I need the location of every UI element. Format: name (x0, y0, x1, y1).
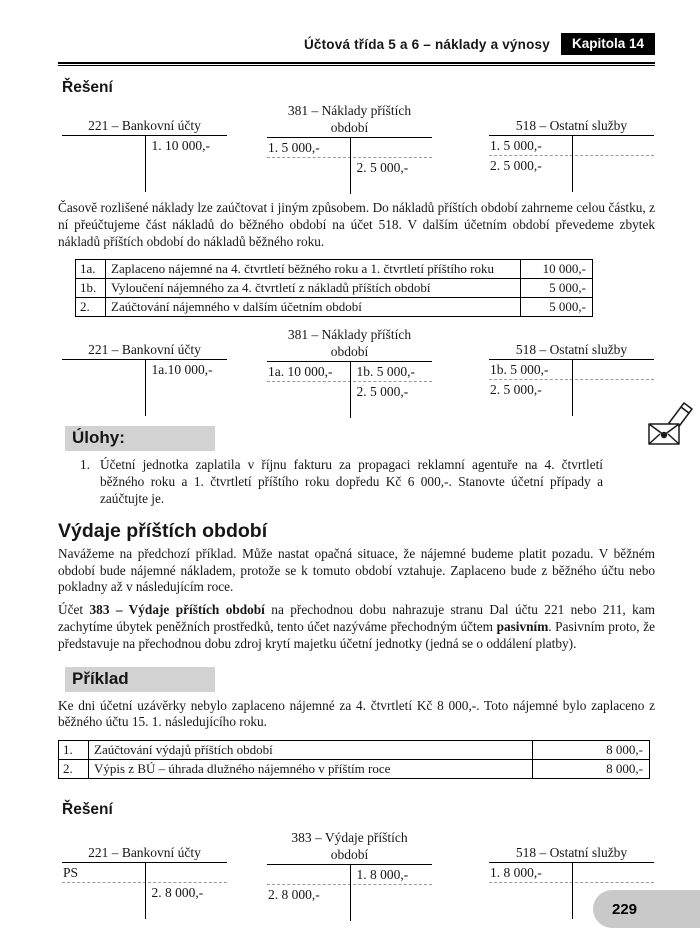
plain-text: na přechodnou dobu nahrazuje stranu Dal účtu 221 nebo 211, kam zachytíme úbytek peněžních prostředků, tento účet nazýváme přechodným účtem (58, 602, 655, 634)
credit-cell: 1a.10 000,- (151, 362, 213, 378)
page-header (0, 0, 700, 66)
credit-cell: 1. 10 000,- (151, 138, 210, 153)
t-account-divider (572, 360, 574, 416)
journal-row (76, 298, 593, 317)
bold-text: pasivním (496, 618, 549, 634)
t-account-title (489, 102, 654, 136)
t-account (62, 102, 227, 194)
t-account-body (489, 360, 654, 416)
row-number-cell: 2. (59, 760, 89, 779)
t-account (267, 102, 432, 194)
section-heading-vydaje: Výdaje příštích období (58, 519, 268, 542)
t-account (489, 102, 654, 194)
credit-cell (572, 136, 655, 155)
debit-cell (267, 865, 350, 884)
header-rule-thick (58, 62, 655, 64)
debit-cell: PS (63, 865, 79, 881)
journal-row (76, 279, 593, 298)
page-number-badge (593, 890, 700, 928)
t-account-title-line: 381 – Náklady příštích (287, 103, 412, 118)
paragraph-navazeme: Navážeme na předchozí příklad. Může nastat opačná situace, že nájemné budeme platit pozadu. V běžném období bude nájemné nákladem, protože se k tomuto období vztahuje. Zaplaceno bude z běžného účtu nebo pokladny až v následujícím roce. (58, 545, 655, 595)
credit-cell (350, 885, 433, 905)
row-number-cell: 1. (59, 741, 89, 760)
credit-cell: 1. 8 000,- (356, 867, 409, 883)
credit-cell (572, 360, 655, 379)
t-account-body (267, 138, 432, 194)
row-number-cell: 1a. (76, 260, 106, 279)
t-account-divider (145, 136, 147, 192)
journal-row (76, 260, 593, 279)
t-account (62, 829, 227, 921)
t-account-title-line: 518 – Ostatní služby (515, 342, 628, 358)
t-account-title-line: 518 – Ostatní služby (515, 845, 628, 861)
row-number-cell: 1b. (76, 279, 106, 298)
debit-cell: 2. 8 000,- (268, 887, 320, 903)
debit-cell (62, 883, 145, 903)
page-content (0, 79, 700, 921)
credit-cell (572, 156, 655, 176)
paragraph-priklad-text: Ke dni účetní uzávěrky nebylo zaplaceno nájemné za 4. čtvrtletí Kč 8 000,-. Toto nájemné bylo zaplaceno z běžného účtu 15. 1. následujícího roku. (58, 697, 655, 730)
amount-cell: 5 000,- (521, 279, 593, 298)
amount-cell: 5 000,- (521, 298, 593, 317)
pencil-envelope-icon (646, 399, 694, 449)
t-account-body (62, 136, 227, 192)
t-account-title-line: období (330, 847, 369, 863)
running-head (58, 33, 655, 55)
credit-cell: 2. 5 000,- (356, 384, 409, 400)
t-account (489, 326, 654, 418)
paragraph-ucet-383 (58, 602, 655, 652)
chapter-badge: Kapitola 14 (561, 33, 655, 55)
t-account-title (489, 829, 654, 863)
t-account-title (62, 829, 227, 863)
credit-cell (145, 863, 228, 882)
page-number: 229 (611, 900, 638, 918)
section-heading-ulohy: Úlohy: (65, 426, 215, 451)
t-account-divider (145, 360, 147, 416)
t-account-body (62, 360, 227, 416)
section-heading-reseni-2: Řešení (62, 801, 113, 819)
debit-cell: 1. 5 000,- (490, 138, 542, 153)
t-account-body (62, 863, 227, 919)
section-heading-reseni-1: Řešení (62, 79, 113, 96)
t-account-title-line: 221 – Bankovní účty (88, 342, 201, 358)
t-account-divider (350, 362, 352, 418)
t-account-body (267, 865, 432, 921)
task-text: Účetní jednotka zaplatila v říjnu fakturu za propagaci reklamní agentuře na 4. čtvrtletí běžného roku a 1. čtvrtletí příštího roku dopředu Kč 6 000,-. Stanovte účetní případy a zaúčtujte je. (100, 457, 603, 506)
description-cell: Vyloučení nájemného za 4. čtvrtletí z nákladů příštích období (106, 279, 521, 298)
t-account-divider (572, 136, 574, 192)
t-account-body (267, 362, 432, 418)
plain-text: . Pasivním proto, že představuje na přechodnou dobu zdroj krytí majetku účetní jednotky (jedná se o oddálení platby). (58, 618, 655, 651)
t-account-title (267, 326, 432, 362)
t-account-divider (145, 863, 147, 919)
t-account-title-line: 221 – Bankovní účty (88, 845, 201, 861)
debit-cell (267, 158, 350, 178)
description-cell: Zaúčtování výdajů příštích období (89, 741, 533, 760)
paragraph-timing-costs: Časově rozlišené náklady lze zaúčtovat i jiným způsobem. Do nákladů příštích období zahrneme celou částku, z ní přeúčtujeme část nákladů do běžného období na účet 518. V dalším účetním období převedeme zbytek nákladů příštích období do nákladů běžného roku. (58, 200, 655, 249)
description-cell: Zaúčtování nájemného v dalším účetním období (106, 298, 521, 317)
chapter-title: Účtová třída 5 a 6 – náklady a výnosy (303, 36, 550, 52)
t-account-title-line: 383 – Výdaje příštích (291, 830, 408, 846)
credit-cell (572, 380, 655, 400)
t-account-title-line: období (330, 120, 369, 135)
debit-cell: 1a. 10 000,- (268, 364, 333, 380)
t-account-title (62, 326, 227, 360)
task-number: 1. (80, 457, 90, 473)
plain-text: Účet (58, 602, 90, 618)
t-account-divider (350, 865, 352, 921)
description-cell: Zaplaceno nájemné na 4. čtvrtletí běžného roku a 1. čtvrtletí příštího roku (106, 260, 521, 279)
t-account (267, 326, 432, 418)
credit-cell: 1b. 5 000,- (356, 364, 415, 380)
t-account (267, 829, 432, 921)
t-account-title-line: 518 – Ostatní služby (515, 118, 628, 133)
t-account-body (489, 136, 654, 192)
journal-row (59, 760, 650, 779)
row-number-cell: 2. (76, 298, 106, 317)
debit-cell (62, 136, 145, 156)
t-account-title-line: období (330, 344, 369, 360)
t-account (62, 326, 227, 418)
credit-cell: 2. 8 000,- (151, 885, 204, 901)
amount-cell: 10 000,- (521, 260, 593, 279)
debit-cell: 2. 5 000,- (490, 382, 542, 398)
taccount-group-2 (58, 326, 655, 418)
debit-cell: 1. 8 000,- (490, 865, 542, 881)
t-account-title (267, 829, 432, 865)
debit-cell: 1. 5 000,- (268, 140, 320, 155)
t-account-title-line: 381 – Náklady příštích (287, 327, 412, 343)
taccount-group-1 (58, 102, 655, 194)
t-account-title (267, 102, 432, 138)
credit-cell (572, 863, 655, 882)
journal-table-2 (58, 740, 650, 779)
debit-cell: 2. 5 000,- (490, 158, 542, 173)
bold-text: 383 – Výdaje příštích období (89, 602, 265, 618)
t-account-divider (350, 138, 352, 194)
t-account-divider (572, 863, 574, 919)
debit-cell: 1b. 5 000,- (490, 362, 549, 378)
journal-table-1 (75, 259, 593, 317)
debit-cell (267, 382, 350, 402)
description-cell: Výpis z BÚ – úhrada dlužného nájemného v příštím roce (89, 760, 533, 779)
journal-row (59, 741, 650, 760)
header-rule-thin (58, 65, 655, 66)
debit-cell (489, 883, 572, 903)
section-heading-priklad: Příklad (65, 667, 215, 692)
task-item-1 (80, 457, 603, 507)
amount-cell: 8 000,- (533, 741, 650, 760)
credit-cell: 2. 5 000,- (356, 160, 409, 175)
credit-cell (350, 138, 433, 157)
t-account-title (489, 326, 654, 360)
taccount-group-3 (58, 829, 655, 921)
debit-cell (62, 360, 145, 380)
t-account-title-line: 221 – Bankovní účty (88, 118, 201, 133)
amount-cell: 8 000,- (533, 760, 650, 779)
t-account-title (62, 102, 227, 136)
